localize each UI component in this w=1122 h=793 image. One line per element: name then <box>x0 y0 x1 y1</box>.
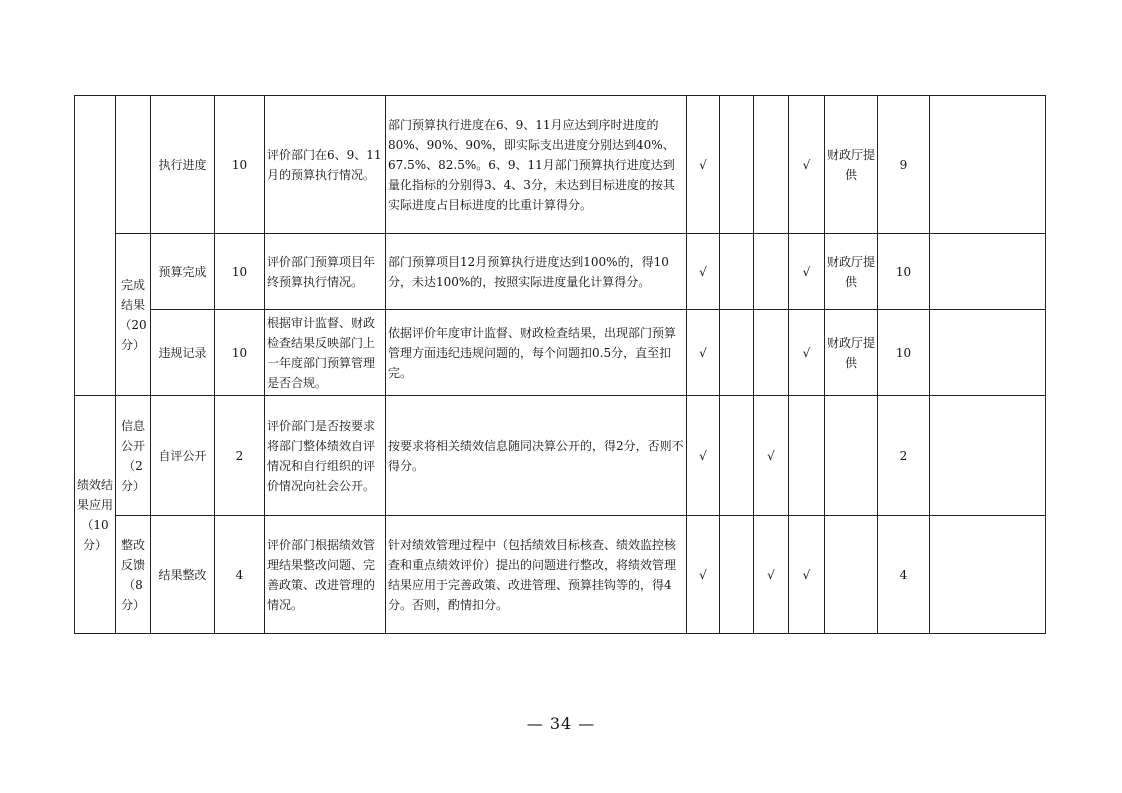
check-mark: √ <box>687 234 720 310</box>
check-mark: √ <box>789 234 825 310</box>
check-mark: √ <box>754 516 789 634</box>
score: 9 <box>878 96 930 234</box>
check-mark: √ <box>789 310 825 396</box>
score: 2 <box>878 396 930 516</box>
indicator-description: 评价部门根据绩效管理结果整改问题、完善政策、改进管理的情况。 <box>265 516 386 634</box>
scoring-standard: 针对绩效管理过程中（包括绩效目标核查、绩效监控核查和重点绩效评价）提出的问题进行整改，将绩效管理结果应用于完善政策、改进管理、预算挂钩等的，得4分。否则，酌情扣分。 <box>386 516 687 634</box>
check-mark: √ <box>789 516 825 634</box>
check-mark: √ <box>687 310 720 396</box>
page-number: — 34 — <box>526 714 596 733</box>
check-mark: √ <box>687 96 720 234</box>
group-label-performance-application: 绩效结果应用（10分） <box>75 396 116 634</box>
table-row <box>75 234 1046 310</box>
indicator-weight: 10 <box>215 96 265 234</box>
indicator-name: 违规记录 <box>151 310 215 396</box>
scoring-standard: 按要求将相关绩效信息随同决算公开的，得2分，否则不得分。 <box>386 396 687 516</box>
level2-cell-empty <box>116 96 151 234</box>
indicator-name: 执行进度 <box>151 96 215 234</box>
indicator-weight: 10 <box>215 310 265 396</box>
scoring-standard: 部门预算执行进度在6、9、11月应达到序时进度的80%、90%、90%，即实际支出进度分别达到40%、67.5%、82.5%。6、9、11月部门预算执行进度达到量化指标的分别得3、4、3分，未达到目标进度的按其实际进度占目标进度的比重计算得分。 <box>386 96 687 234</box>
remarks-cell <box>930 516 1046 634</box>
table-row <box>75 396 1046 516</box>
group-label-info-disclosure: 信息公开（2分） <box>116 396 151 516</box>
score: 10 <box>878 310 930 396</box>
remarks-cell <box>930 96 1046 234</box>
indicator-name: 预算完成 <box>151 234 215 310</box>
remarks-cell <box>930 396 1046 516</box>
group-label-completion: 完成结果（20分） <box>116 234 151 396</box>
table-row <box>75 516 1046 634</box>
scoring-standard: 部门预算项目12月预算执行进度达到100%的，得10分，未达100%的，按照实际进度量化计算得分。 <box>386 234 687 310</box>
indicator-weight: 2 <box>215 396 265 516</box>
data-source: 财政厅提供 <box>825 310 878 396</box>
remarks-cell <box>930 234 1046 310</box>
score: 4 <box>878 516 930 634</box>
indicator-weight: 10 <box>215 234 265 310</box>
data-source <box>825 396 878 516</box>
indicator-description: 评价部门是否按要求将部门整体绩效自评情况和自行组织的评价情况向社会公开。 <box>265 396 386 516</box>
scoring-standard: 依据评价年度审计监督、财政检查结果，出现部门预算管理方面违纪违规问题的，每个问题扣0.5分，直至扣完。 <box>386 310 687 396</box>
score: 10 <box>878 234 930 310</box>
indicator-name: 结果整改 <box>151 516 215 634</box>
data-source: 财政厅提供 <box>825 96 878 234</box>
indicator-description: 根据审计监督、财政检查结果反映部门上一年度部门预算管理是否合规。 <box>265 310 386 396</box>
remarks-cell <box>930 310 1046 396</box>
indicator-weight: 4 <box>215 516 265 634</box>
indicator-description: 评价部门预算项目年终预算执行情况。 <box>265 234 386 310</box>
indicator-name: 自评公开 <box>151 396 215 516</box>
check-mark: √ <box>687 396 720 516</box>
check-mark: √ <box>687 516 720 634</box>
evaluation-table <box>74 95 1046 634</box>
indicator-description: 评价部门在6、9、11月的预算执行情况。 <box>265 96 386 234</box>
table-row <box>75 310 1046 396</box>
level1-cell-empty <box>75 96 116 396</box>
check-mark: √ <box>754 396 789 516</box>
data-source <box>825 516 878 634</box>
group-label-rectification: 整改反馈（8分） <box>116 516 151 634</box>
check-mark: √ <box>789 96 825 234</box>
data-source: 财政厅提供 <box>825 234 878 310</box>
table-row <box>75 96 1046 234</box>
